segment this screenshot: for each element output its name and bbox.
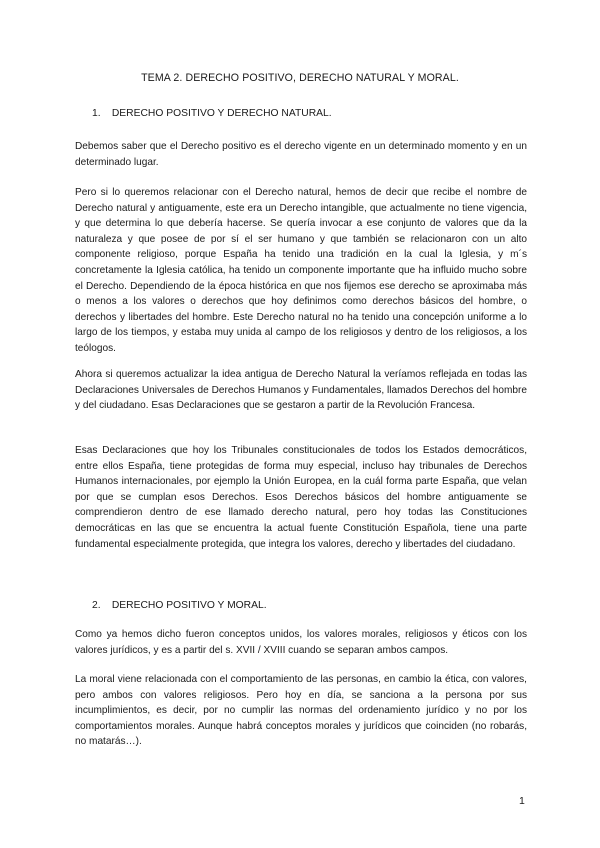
page-number: 1 bbox=[519, 795, 525, 807]
section-number: 1. bbox=[92, 108, 101, 119]
paragraph: Ahora si queremos actualizar la idea antigua de Derecho Natural la veríamos reflejada en todas las Declaraciones Universales de Derechos Humanos y Fundamentales, llamados Derechos del hombre y del ciudadano. Esas Declaraciones que se gestaron a partir de la Revolución Francesa. bbox=[75, 369, 527, 412]
section-heading-text: DERECHO POSITIVO Y DERECHO NATURAL. bbox=[111, 108, 332, 119]
document-title: TEMA 2. DERECHO POSITIVO, DERECHO NATURAL Y MORAL. bbox=[141, 72, 459, 84]
paragraph: La moral viene relacionada con el comportamiento de las personas, en cambio la ética, con valores, pero ambos con valores religiosos. Pero hoy en día, se sanciona a la persona por sus incumplimientos, es decir, por no cumplir las normas del ordenamiento jurídico y no por los comportamientos morales. Aunque habrá conceptos morales y jurídicos que coinciden (no robarás, no matarás…). bbox=[75, 674, 527, 748]
paragraph: Debemos saber que el Derecho positivo es el derecho vigente en un determinado momento y en un determinado lugar. bbox=[75, 141, 527, 168]
section-number: 2. bbox=[92, 600, 101, 611]
section-heading-text: DERECHO POSITIVO Y MORAL. bbox=[111, 600, 267, 611]
section-heading-2 bbox=[92, 600, 267, 611]
paragraph: Pero si lo queremos relacionar con el Derecho natural, hemos de decir que recibe el nombre de Derecho natural y antiguamente, este era un Derecho intangible, que actualmente no tiene vigencia, y que determina lo que debería hacerse. Se quería invocar a ese conjunto de valores que da la naturaleza y que posee de por sí el ser humano y que también se relacionaron con un alto componente religioso, porque España ha tenido una tradición en la cual la Iglesia, y m´s concretamente la Iglesia católica, ha tenido un componente importante que ha influido mucho sobre el Derecho. Dependiendo de la época histórica en que nos fijemos ese derecho se aproximaba más o menos a los valores o derechos que hoy definimos como derechos básicos del hombre, o derechos y libertades del hombre. Este Derecho natural no ha tenido una concepción uniforme a lo largo de los tiempos, y estaba muy unida al campo de los religiosos y dentro de los religiosos, a los teólogos. bbox=[75, 187, 527, 354]
paragraph: Como ya hemos dicho fueron conceptos unidos, los valores morales, religiosos y éticos con los valores jurídicos, y es a partir del s. XVII / XVIII cuando se separan ambos campos. bbox=[75, 629, 527, 656]
paragraph: Esas Declaraciones que hoy los Tribunales constitucionales de todos los Estados democráticos, entre ellos España, tiene protegidas de forma muy especial, incluso hay tribunales de Derechos Humanos internacionales, por ejemplo la Unión Europea, en la cuál forma parte España, que velan por que se cumplan esos Derechos. Esos Derechos básicos del hombre antiguamente se comprendieron dentro de ese llamado derecho natural, pero hoy todas las Constituciones democráticas en las que se encuentra la actual fuente Constitución Española, tiene una parte fundamental especialmente protegida, que integra los valores, derecho y libertades del ciudadano. bbox=[75, 445, 527, 550]
section-heading-1 bbox=[92, 108, 332, 119]
